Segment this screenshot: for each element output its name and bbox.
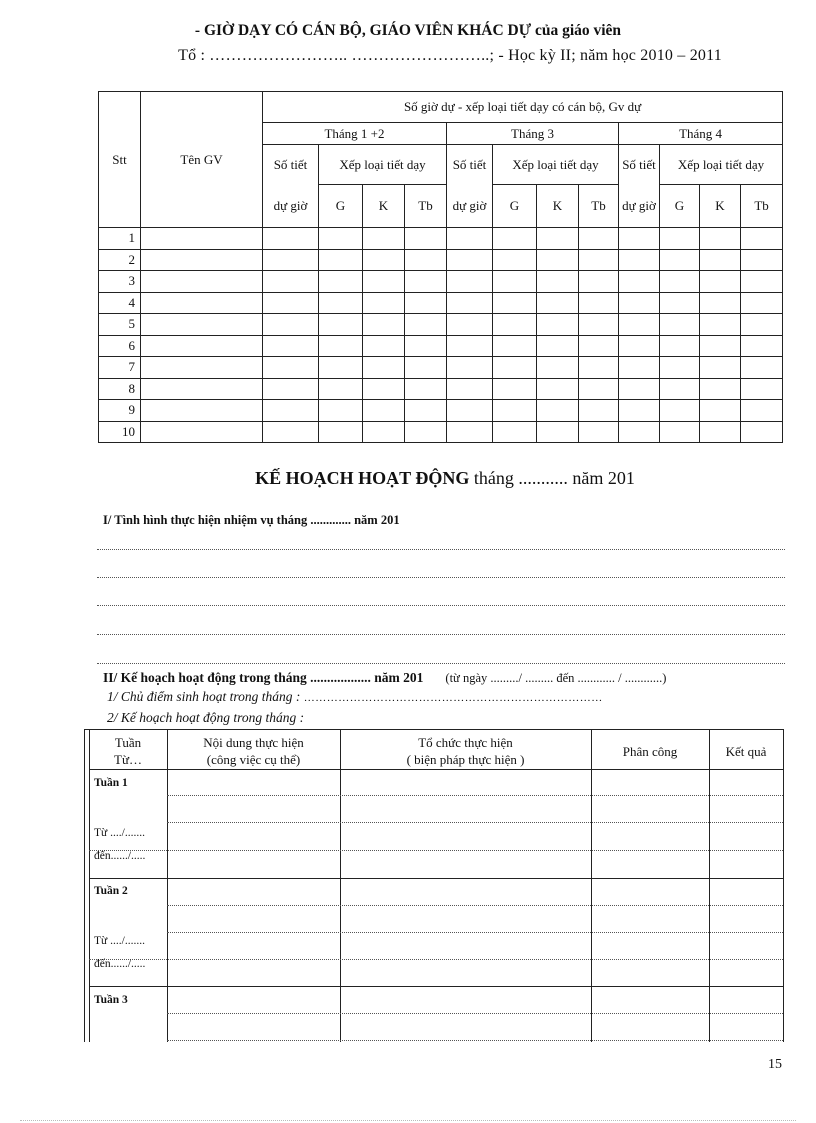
table-row	[99, 378, 783, 400]
table-cell[interactable]	[579, 314, 619, 336]
writing-line[interactable]	[97, 605, 785, 606]
table-cell[interactable]	[319, 357, 363, 379]
table-cell[interactable]	[363, 228, 405, 250]
writing-line[interactable]	[97, 549, 785, 550]
table-cell[interactable]	[700, 271, 741, 293]
table-cell[interactable]	[741, 335, 783, 357]
table-cell[interactable]	[493, 292, 537, 314]
table-row	[99, 292, 783, 314]
table-cell[interactable]	[619, 292, 660, 314]
header-grade-g: G	[319, 185, 363, 228]
table-cell[interactable]	[405, 228, 447, 250]
table-row	[99, 335, 783, 357]
header-xep-loai: Xếp loại tiết dạy	[493, 145, 619, 185]
org-sub: ( biện pháp thực hiện )	[406, 752, 525, 767]
subsection-2: 2/ Kế hoạch hoạt động trong tháng :	[107, 710, 305, 725]
table-cell[interactable]	[660, 249, 700, 271]
table-cell[interactable]	[363, 421, 405, 443]
row-number: 4	[99, 292, 141, 314]
table-cell[interactable]	[579, 357, 619, 379]
week-1-label: Tuần 1	[94, 777, 128, 789]
table-cell[interactable]	[319, 292, 363, 314]
table-cell[interactable]	[741, 378, 783, 400]
table-cell[interactable]	[493, 357, 537, 379]
table-cell[interactable]	[363, 357, 405, 379]
subtitle-line: Tổ : …………………….. ……………………..; - Học kỳ II; năm học 2010 – 2011	[178, 47, 722, 64]
table-cell[interactable]	[141, 378, 263, 400]
table-cell[interactable]	[537, 271, 579, 293]
week-2-to: đến....../.....	[94, 958, 146, 970]
row-divider	[89, 769, 783, 770]
week-2-from: Từ ..../.......	[94, 935, 145, 947]
table-cell[interactable]	[141, 271, 263, 293]
table-cell[interactable]	[263, 400, 319, 422]
table-cell[interactable]	[741, 400, 783, 422]
table-cell[interactable]	[141, 335, 263, 357]
table-cell[interactable]	[493, 314, 537, 336]
table-cell[interactable]	[619, 335, 660, 357]
writing-line[interactable]	[89, 850, 783, 851]
table-cell[interactable]	[319, 314, 363, 336]
table-row	[99, 314, 783, 336]
table-cell[interactable]	[319, 249, 363, 271]
header-so-tiet-top: Số tiết	[447, 145, 493, 185]
plan-title-rest: tháng ........... năm 201	[469, 468, 635, 488]
table-cell[interactable]	[700, 228, 741, 250]
table-cell[interactable]	[741, 249, 783, 271]
table-cell[interactable]	[263, 249, 319, 271]
header-month-1: Tháng 1 +2	[263, 123, 447, 145]
section-2-heading	[103, 670, 666, 686]
header-grade-k: K	[700, 185, 741, 228]
table-cell[interactable]	[537, 335, 579, 357]
writing-line[interactable]	[167, 822, 783, 823]
table-cell[interactable]	[447, 421, 493, 443]
table-cell[interactable]	[405, 292, 447, 314]
table-row	[99, 357, 783, 379]
table-cell[interactable]	[405, 378, 447, 400]
table-cell[interactable]	[319, 335, 363, 357]
row-number: 2	[99, 249, 141, 271]
table-cell[interactable]	[579, 421, 619, 443]
table-cell[interactable]	[619, 378, 660, 400]
col-header-assignment: Phân công	[622, 744, 678, 759]
week-1-to: đến....../.....	[94, 850, 146, 862]
column-divider	[591, 730, 592, 1042]
header-so-tiet-bottom: dự giờ	[619, 185, 660, 228]
table-cell[interactable]	[405, 314, 447, 336]
table-cell[interactable]	[493, 249, 537, 271]
header-so-tiet-top: Số tiết	[263, 145, 319, 185]
table-cell[interactable]	[537, 421, 579, 443]
row-divider	[89, 986, 783, 987]
writing-line[interactable]	[167, 932, 783, 933]
table-cell[interactable]	[319, 421, 363, 443]
table-cell[interactable]	[579, 271, 619, 293]
writing-line[interactable]	[167, 795, 783, 796]
table-cell[interactable]	[619, 249, 660, 271]
table-cell[interactable]	[660, 271, 700, 293]
table-cell[interactable]	[263, 271, 319, 293]
footer-divider	[20, 1120, 796, 1121]
table-cell[interactable]	[537, 228, 579, 250]
table-cell[interactable]	[447, 400, 493, 422]
table-cell[interactable]	[319, 228, 363, 250]
table-cell[interactable]	[537, 249, 579, 271]
content-label: Nội dung thực hiện	[203, 735, 304, 750]
header-so-tiet-bottom: dự giờ	[447, 185, 493, 228]
table-border	[89, 730, 90, 1042]
activity-plan-table	[84, 729, 784, 1042]
teaching-observation-table	[98, 91, 783, 443]
table-cell[interactable]	[263, 357, 319, 379]
subsection-1	[107, 689, 603, 705]
table-cell[interactable]	[363, 378, 405, 400]
table-cell[interactable]	[700, 378, 741, 400]
table-cell[interactable]	[405, 400, 447, 422]
row-number: 8	[99, 378, 141, 400]
table-cell[interactable]	[537, 314, 579, 336]
table-cell[interactable]	[447, 292, 493, 314]
table-cell[interactable]	[363, 335, 405, 357]
table-cell[interactable]	[660, 314, 700, 336]
table-cell[interactable]	[619, 357, 660, 379]
row-number: 9	[99, 400, 141, 422]
table-cell[interactable]	[700, 292, 741, 314]
header-group: Số giờ dự - xếp loại tiết dạy có cán bộ, Gv dự	[263, 92, 783, 123]
row-number: 3	[99, 271, 141, 293]
table-cell[interactable]	[447, 249, 493, 271]
page-number: 15	[768, 1057, 782, 1072]
table-cell[interactable]	[447, 228, 493, 250]
table-cell[interactable]	[660, 335, 700, 357]
table-cell[interactable]	[741, 314, 783, 336]
table-cell[interactable]	[741, 228, 783, 250]
row-number: 7	[99, 357, 141, 379]
table-cell[interactable]	[741, 421, 783, 443]
table-cell[interactable]	[493, 228, 537, 250]
table-cell[interactable]	[741, 357, 783, 379]
plan-title	[0, 468, 816, 489]
table-cell[interactable]	[141, 228, 263, 250]
table-cell[interactable]	[493, 335, 537, 357]
row-divider	[89, 878, 783, 879]
header-grade-tb: Tb	[405, 185, 447, 228]
table-cell[interactable]	[319, 271, 363, 293]
row-number: 10	[99, 421, 141, 443]
table-cell[interactable]	[619, 314, 660, 336]
table-cell[interactable]	[579, 228, 619, 250]
table-cell[interactable]	[263, 335, 319, 357]
table-cell[interactable]	[700, 314, 741, 336]
table-cell[interactable]	[447, 271, 493, 293]
row-number: 5	[99, 314, 141, 336]
table-cell[interactable]	[141, 314, 263, 336]
table-row	[99, 228, 783, 250]
header-grade-k: K	[537, 185, 579, 228]
header-grade-tb: Tb	[579, 185, 619, 228]
table-cell[interactable]	[141, 249, 263, 271]
table-cell[interactable]	[660, 228, 700, 250]
table-cell[interactable]	[700, 335, 741, 357]
table-row	[99, 421, 783, 443]
table-cell[interactable]	[537, 378, 579, 400]
table-cell[interactable]	[263, 378, 319, 400]
table-body	[99, 228, 783, 443]
table-cell[interactable]	[493, 400, 537, 422]
writing-line[interactable]	[89, 959, 783, 960]
content-sub: (công việc cụ thể)	[206, 752, 301, 767]
table-cell[interactable]	[660, 378, 700, 400]
header-xep-loai: Xếp loại tiết dạy	[660, 145, 783, 185]
header-grade-tb: Tb	[741, 185, 783, 228]
table-cell[interactable]	[447, 357, 493, 379]
header-so-tiet-top: Số tiết	[619, 145, 660, 185]
header-xep-loai: Xếp loại tiết dạy	[319, 145, 447, 185]
header-so-tiet-bottom: dự giờ	[263, 185, 319, 228]
table-cell[interactable]	[405, 357, 447, 379]
week-label: Tuần	[114, 735, 142, 750]
table-cell[interactable]	[660, 357, 700, 379]
subsection-1-dots: ……………………………………………………………………	[303, 692, 603, 704]
writing-line[interactable]	[167, 1040, 783, 1041]
header-grade-g: G	[493, 185, 537, 228]
table-row	[99, 249, 783, 271]
table-cell[interactable]	[363, 271, 405, 293]
table-cell[interactable]	[537, 357, 579, 379]
table-cell[interactable]	[141, 357, 263, 379]
table-cell[interactable]	[493, 271, 537, 293]
table-cell[interactable]	[660, 421, 700, 443]
table-cell[interactable]	[363, 292, 405, 314]
column-divider	[167, 730, 168, 1042]
table-cell[interactable]	[700, 357, 741, 379]
week-1-from: Từ ..../.......	[94, 827, 145, 839]
table-cell[interactable]	[619, 400, 660, 422]
header-month-2: Tháng 3	[447, 123, 619, 145]
table-cell[interactable]	[405, 249, 447, 271]
week-3-label: Tuần 3	[94, 994, 128, 1006]
table-cell[interactable]	[447, 314, 493, 336]
column-divider	[340, 730, 341, 1042]
table-cell[interactable]	[741, 292, 783, 314]
table-cell[interactable]	[619, 421, 660, 443]
title-main: - GIỜ DẠY CÓ CÁN BỘ, GIÁO VIÊN KHÁC DỰ	[194, 22, 532, 39]
header-month-3: Tháng 4	[619, 123, 783, 145]
table-cell[interactable]	[579, 249, 619, 271]
table-cell[interactable]	[405, 335, 447, 357]
table-cell[interactable]	[405, 421, 447, 443]
week-sub: Từ…	[114, 752, 142, 767]
table-cell[interactable]	[447, 335, 493, 357]
table-cell[interactable]	[741, 271, 783, 293]
table-cell[interactable]	[263, 421, 319, 443]
writing-line[interactable]	[167, 1013, 783, 1014]
row-number: 6	[99, 335, 141, 357]
table-cell[interactable]	[700, 400, 741, 422]
table-cell[interactable]	[319, 400, 363, 422]
table-cell[interactable]	[141, 400, 263, 422]
table-row	[99, 400, 783, 422]
col-header-content	[167, 734, 340, 768]
table-cell[interactable]	[660, 400, 700, 422]
table-cell[interactable]	[579, 335, 619, 357]
header-grade-g: G	[660, 185, 700, 228]
table-cell[interactable]	[537, 292, 579, 314]
table-cell[interactable]	[141, 421, 263, 443]
col-header-organization	[340, 734, 591, 768]
table-cell[interactable]	[700, 421, 741, 443]
writing-line[interactable]	[97, 634, 785, 635]
table-cell[interactable]	[619, 228, 660, 250]
header-grade-k: K	[363, 185, 405, 228]
writing-line[interactable]	[97, 663, 785, 664]
table-cell[interactable]	[141, 292, 263, 314]
table-cell[interactable]	[700, 249, 741, 271]
writing-line[interactable]	[97, 577, 785, 578]
table-cell[interactable]	[363, 314, 405, 336]
header-teacher-name: Tên GV	[141, 92, 263, 228]
title-suffix: của giáo viên	[534, 22, 622, 39]
col-header-result: Kết quả	[725, 744, 767, 759]
table-cell[interactable]	[263, 292, 319, 314]
section-2-date-range: (từ ngày ........./ ......... đến ............ / ............)	[445, 671, 667, 685]
table-cell[interactable]	[263, 228, 319, 250]
table-cell[interactable]	[537, 400, 579, 422]
week-2-label: Tuần 2	[94, 885, 128, 897]
org-label: Tổ chức thực hiện	[418, 735, 513, 750]
section-2-title: II/ Kế hoạch hoạt động trong tháng .................. năm 201	[103, 670, 424, 685]
writing-line[interactable]	[167, 905, 783, 906]
table-cell[interactable]	[660, 292, 700, 314]
table-cell[interactable]	[319, 378, 363, 400]
page-title	[0, 22, 816, 40]
table-cell[interactable]	[493, 421, 537, 443]
column-divider	[709, 730, 710, 1042]
section-1-heading: I/ Tình hình thực hiện nhiệm vụ tháng ............. năm 201	[103, 513, 400, 527]
plan-title-bold: KẾ HOẠCH HOẠT ĐỘNG	[255, 468, 470, 488]
table-cell[interactable]	[263, 314, 319, 336]
table-cell[interactable]	[619, 271, 660, 293]
table-cell[interactable]	[579, 292, 619, 314]
col-header-week	[89, 734, 167, 768]
table-cell[interactable]	[493, 378, 537, 400]
table-cell[interactable]	[363, 400, 405, 422]
table-cell[interactable]	[579, 378, 619, 400]
header-stt: Stt	[99, 92, 141, 228]
subsection-1-label: 1/ Chủ điểm sinh hoạt trong tháng :	[107, 689, 301, 704]
row-number: 1	[99, 228, 141, 250]
table-cell[interactable]	[363, 249, 405, 271]
table-cell[interactable]	[579, 400, 619, 422]
table-row	[99, 271, 783, 293]
table-cell[interactable]	[447, 378, 493, 400]
table-cell[interactable]	[405, 271, 447, 293]
